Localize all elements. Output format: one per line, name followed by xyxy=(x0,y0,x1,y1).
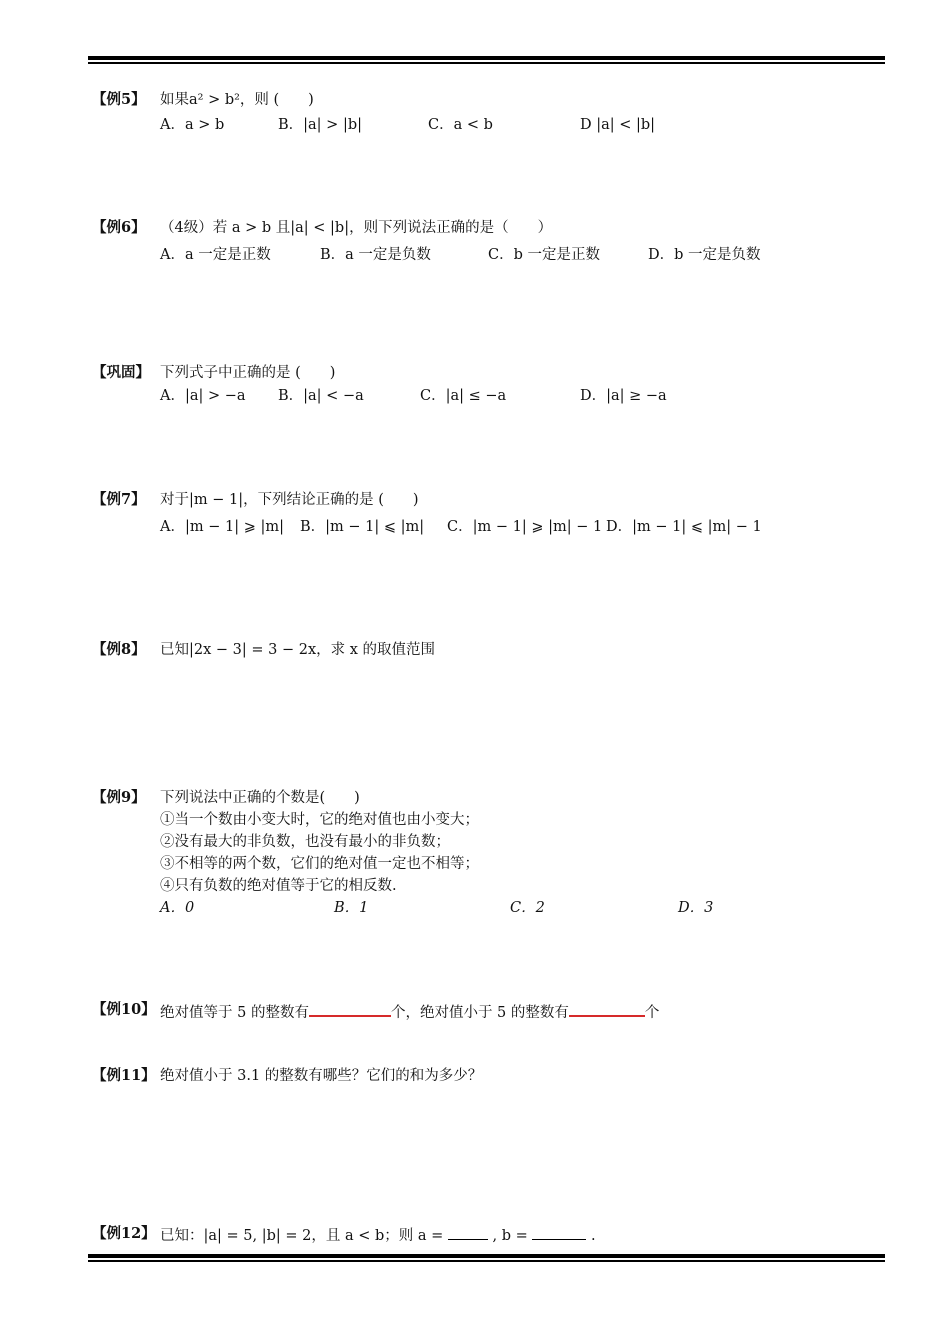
qg-label: 【巩固】 xyxy=(92,364,150,381)
q10-label: 【例10】 xyxy=(92,1001,156,1018)
q9-option-d: D．3 xyxy=(678,900,714,916)
q10-part1: 绝对值等于 5 的整数有 xyxy=(160,1005,309,1021)
q10-answer-blank-2[interactable] xyxy=(569,1000,645,1017)
q5-option-b: B．|a| > |b| xyxy=(278,117,362,133)
qg-option-a: A．|a| > −a xyxy=(160,388,246,404)
q5-option-d: D |a| < |b| xyxy=(580,117,656,133)
q9-item-1: ①当一个数由小变大时，它的绝对值也由小变大； xyxy=(160,812,479,828)
q6-option-a: A．a 一定是正数 xyxy=(160,247,271,263)
q5-label: 【例5】 xyxy=(92,91,146,108)
q12-label: 【例12】 xyxy=(92,1225,156,1242)
q7-option-a: A．|m − 1| ⩾ |m| xyxy=(160,519,284,535)
q7-option-b: B．|m − 1| ⩽ |m| xyxy=(300,519,425,535)
q6-label: 【例6】 xyxy=(92,219,146,236)
q10-answer-blank-1[interactable] xyxy=(309,1000,391,1017)
q12-answer-blank-a[interactable] xyxy=(448,1224,488,1240)
q12-stem-c: . xyxy=(591,1228,596,1244)
q9-option-c: C．2 xyxy=(510,900,545,916)
q7-stem: 对于|m − 1|，下列结论正确的是 ( ) xyxy=(160,492,419,508)
q6-option-b: B．a 一定是负数 xyxy=(320,247,431,263)
top-double-rule xyxy=(88,56,885,65)
q7-label: 【例7】 xyxy=(92,491,146,508)
q5-stem: 如果a² > b²，则 ( ) xyxy=(160,92,314,108)
q6-stem: （4级）若 a > b 且|a| < |b|，则下列说法正确的是（ ） xyxy=(160,220,553,236)
qg-stem: 下列式子中正确的是 ( ) xyxy=(160,365,336,381)
bottom-double-rule xyxy=(88,1254,885,1263)
q11-stem: 绝对值小于 3.1 的整数有哪些？它们的和为多少？ xyxy=(160,1068,483,1084)
q7-option-d: D．|m − 1| ⩽ |m| − 1 xyxy=(606,519,762,535)
q8-stem: 已知|2x − 3| = 3 − 2x，求 x 的取值范围 xyxy=(160,642,436,658)
q12-answer-blank-b[interactable] xyxy=(532,1224,586,1240)
q6-option-d: D．b 一定是负数 xyxy=(648,247,761,263)
q9-stem: 下列说法中正确的个数是( ) xyxy=(160,790,360,806)
qg-option-d: D．|a| ≥ −a xyxy=(580,388,667,404)
q12-line xyxy=(160,1224,596,1246)
q12-stem-a: 已知：|a| = 5, |b| = 2，且 a < b；则 a = xyxy=(160,1228,444,1244)
q12-stem-b: , b = xyxy=(492,1228,528,1244)
q9-option-a: A．0 xyxy=(160,900,195,916)
q9-label: 【例9】 xyxy=(92,789,146,806)
q5-option-c: C．a < b xyxy=(428,117,493,133)
q6-option-c: C．b 一定是正数 xyxy=(488,247,600,263)
q7-option-c: C．|m − 1| ⩾ |m| − 1 xyxy=(447,519,603,535)
q11-label: 【例11】 xyxy=(92,1067,156,1084)
q5-option-a: A．a > b xyxy=(160,117,225,133)
q10-part2: 个，绝对值小于 5 的整数有 xyxy=(390,1005,569,1021)
q9-item-3: ③不相等的两个数，它们的绝对值一定也不相等； xyxy=(160,856,479,872)
qg-option-b: B．|a| < −a xyxy=(278,388,364,404)
q9-item-4: ④只有负数的绝对值等于它的相反数. xyxy=(160,878,397,894)
q9-option-b: B．1 xyxy=(334,900,369,916)
q9-item-2: ②没有最大的非负数，也没有最小的非负数； xyxy=(160,834,450,850)
q8-label: 【例8】 xyxy=(92,641,146,658)
q10-line xyxy=(160,1000,659,1023)
qg-option-c: C．|a| ≤ −a xyxy=(420,388,507,404)
q10-part3: 个 xyxy=(644,1005,660,1021)
